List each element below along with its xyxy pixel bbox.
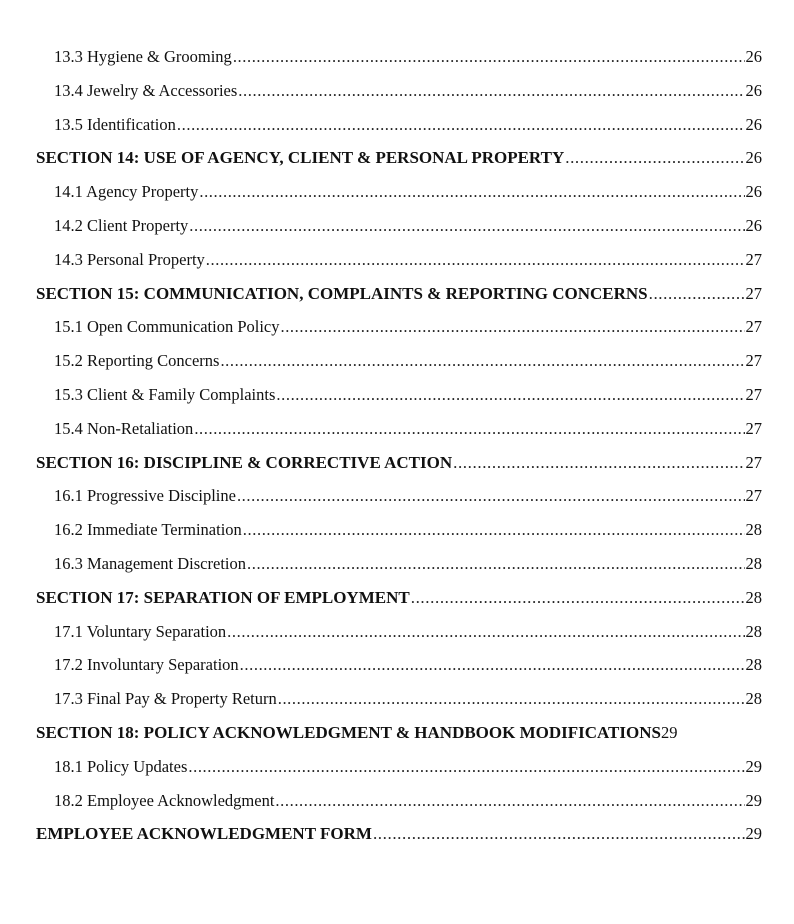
toc-section-title: SECTION 14: USE OF AGENCY, CLIENT & PERSONAL PROPERTY: [36, 148, 565, 168]
toc-page-number: 26: [745, 47, 762, 66]
toc-entry-title: 16.1 Progressive Discipline: [54, 486, 236, 506]
toc-page-number: 27: [745, 351, 762, 371]
toc-page-number: 29: [660, 722, 678, 742]
toc-entry-13-4[interactable]: [36, 74, 762, 108]
toc-dot-leader: [227, 615, 744, 649]
toc-dot-leader: [237, 479, 745, 513]
toc-dot-leader: [278, 682, 745, 716]
toc-entry-13-5[interactable]: [36, 108, 762, 142]
toc-entry-15-1[interactable]: [36, 310, 762, 344]
toc-section-18[interactable]: [36, 716, 762, 750]
toc-dot-leader: [276, 378, 744, 412]
toc-page-number: 26: [745, 182, 762, 202]
toc-section-acknowledgment-form[interactable]: [36, 817, 762, 851]
toc-dot-leader: [199, 175, 744, 209]
toc-dot-leader: [247, 547, 745, 581]
toc-entry-title: 15.2 Reporting Concerns: [54, 351, 220, 371]
toc-section-title: SECTION 16: DISCIPLINE & CORRECTIVE ACTION: [36, 452, 453, 472]
toc-entry-title: 13.3 Hygiene & Grooming: [54, 47, 232, 66]
toc-entry-15-2[interactable]: [36, 344, 762, 378]
toc-dot-leader: [240, 648, 745, 682]
toc-entry-18-2[interactable]: [36, 784, 762, 818]
toc-entry-18-1[interactable]: [36, 750, 762, 784]
toc-section-title: SECTION 17: SEPARATION OF EMPLOYMENT: [36, 587, 410, 607]
toc-entry-title: 16.2 Immediate Termination: [54, 520, 242, 540]
toc-dot-leader: [238, 74, 744, 108]
toc-entry-title: 14.1 Agency Property: [54, 182, 199, 202]
toc-dot-leader: [194, 412, 744, 446]
toc-entry-title: 15.4 Non-Retaliation: [54, 418, 194, 438]
toc-entry-13-3[interactable]: [36, 40, 762, 74]
toc-entry-16-1[interactable]: [36, 479, 762, 513]
toc-entry-14-3[interactable]: [36, 243, 762, 277]
toc-dot-leader: [280, 310, 744, 344]
toc-entry-17-3[interactable]: [36, 682, 762, 716]
toc-entry-17-1[interactable]: [36, 615, 762, 649]
toc-entry-14-2[interactable]: [36, 209, 762, 243]
toc-entry-16-3[interactable]: [36, 547, 762, 581]
toc-page-number: 26: [745, 148, 762, 168]
toc-dot-leader: [373, 817, 745, 851]
toc-page-number: 26: [745, 80, 762, 100]
toc-entry-title: 14.2 Client Property: [54, 215, 189, 235]
toc-entry-title: 15.1 Open Communication Policy: [54, 317, 280, 337]
toc-page-number: 29: [745, 756, 762, 776]
toc-page-number: 29: [745, 824, 762, 844]
toc-entry-15-3[interactable]: [36, 378, 762, 412]
toc-section-17[interactable]: [36, 581, 762, 615]
toc-section-title: EMPLOYEE ACKNOWLEDGMENT FORM: [36, 824, 372, 844]
toc-entry-title: 16.3 Management Discretion: [54, 553, 246, 573]
toc-dot-leader: [649, 277, 745, 311]
toc-dot-leader: [275, 784, 744, 818]
toc-dot-leader: [233, 40, 745, 74]
toc-entry-title: 13.5 Identification: [54, 114, 176, 134]
toc-page-number: 28: [745, 553, 762, 573]
toc-entry-15-4[interactable]: [36, 412, 762, 446]
toc-page-number: 27: [745, 418, 762, 438]
toc-dot-leader: [453, 446, 744, 480]
toc-page-number: 26: [745, 215, 762, 235]
toc-dot-leader: [189, 209, 744, 243]
toc-entry-17-2[interactable]: [36, 648, 762, 682]
toc-page-number: 28: [745, 689, 762, 709]
toc-dot-leader: [565, 141, 744, 175]
toc-dot-leader: [177, 108, 745, 142]
toc-section-14[interactable]: [36, 141, 762, 175]
toc-page-number: 29: [745, 790, 762, 810]
toc-section-title: SECTION 18: POLICY ACKNOWLEDGMENT & HANDBOOK MODIFICATIONS: [36, 722, 661, 742]
toc-page-number: 27: [745, 249, 762, 269]
toc-entry-title: 13.4 Jewelry & Accessories: [54, 80, 238, 100]
toc-section-16[interactable]: [36, 446, 762, 480]
toc-page-number: 28: [745, 655, 762, 675]
toc-page-number: 28: [745, 520, 762, 540]
toc-dot-leader: [220, 344, 744, 378]
toc-page-number: 27: [745, 452, 762, 472]
toc-page-number: 26: [745, 114, 762, 134]
toc-entry-16-2[interactable]: [36, 513, 762, 547]
toc-section-15[interactable]: [36, 277, 762, 311]
toc-page-number: 27: [745, 486, 762, 506]
toc-page-number: 28: [745, 621, 762, 641]
toc-entry-title: 17.3 Final Pay & Property Return: [54, 689, 277, 709]
toc-dot-leader: [188, 750, 744, 784]
toc-page-number: 27: [745, 384, 762, 404]
toc-section-title: SECTION 15: COMMUNICATION, COMPLAINTS & REPORTING CONCERNS: [36, 283, 648, 303]
toc-page-number: 27: [745, 283, 762, 303]
toc-dot-leader: [243, 513, 745, 547]
toc-dot-leader: [411, 581, 745, 615]
toc-entry-title: 18.2 Employee Acknowledgment: [54, 790, 275, 810]
toc-entry-title: 18.1 Policy Updates: [54, 756, 188, 776]
toc-entry-14-1[interactable]: [36, 175, 762, 209]
toc-entry-title: 17.1 Voluntary Separation: [54, 621, 227, 641]
table-of-contents: [36, 40, 762, 851]
toc-entry-title: 17.2 Involuntary Separation: [54, 655, 239, 675]
toc-entry-title: 14.3 Personal Property: [54, 249, 205, 269]
toc-page-number: 27: [745, 317, 762, 337]
toc-entry-title: 15.3 Client & Family Complaints: [54, 384, 276, 404]
toc-page-number: 28: [745, 587, 762, 607]
toc-dot-leader: [206, 243, 745, 277]
